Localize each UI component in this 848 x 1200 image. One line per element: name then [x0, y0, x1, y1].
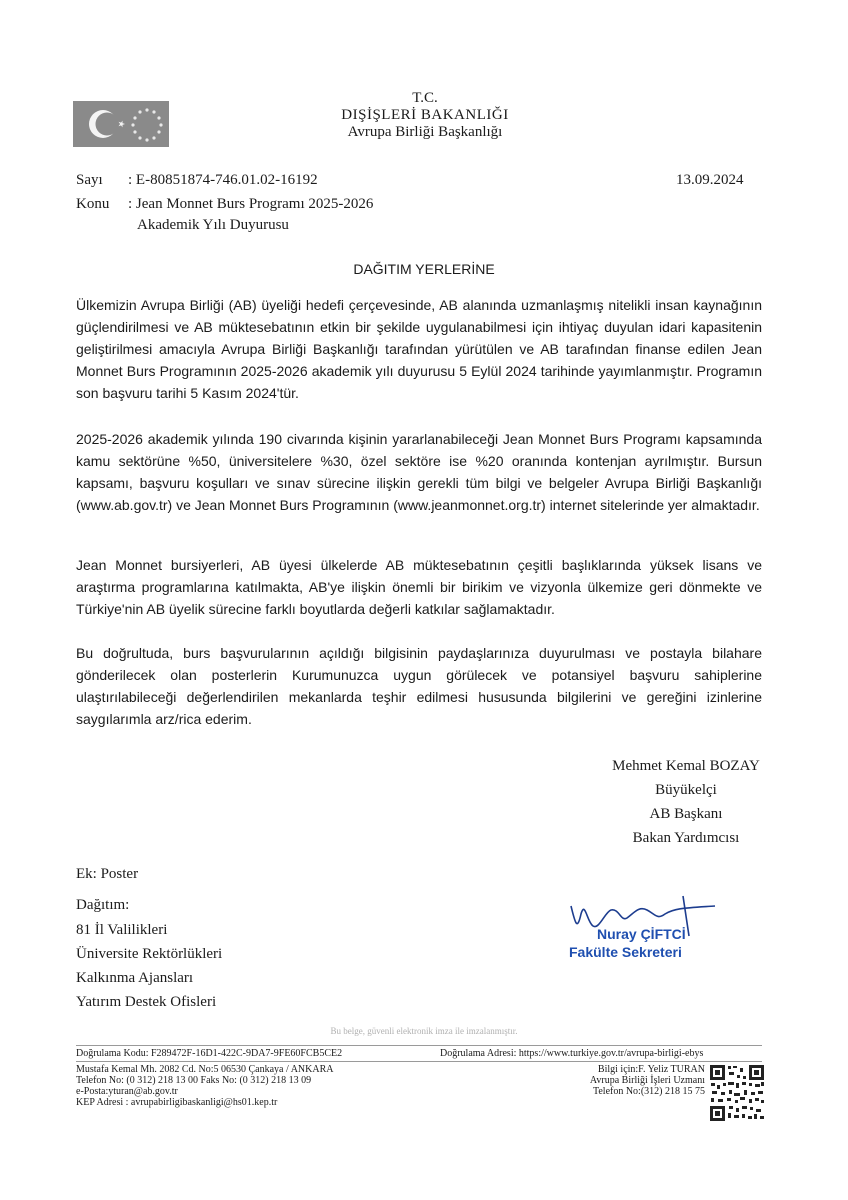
konu-value-1: : Jean Monnet Burs Programı 2025-2026	[128, 196, 374, 212]
signatory-title-2: AB Başkanı	[649, 806, 723, 822]
phone-line: Telefon No: (0 312) 218 13 00 Faks No: (0 312) 218 13 09	[76, 1075, 312, 1086]
address-line: Mustafa Kemal Mh. 2082 Cd. No:5 06530 Çankaya / ANKARA	[76, 1064, 334, 1075]
info-contact: Bilgi için:F. Yeliz TURAN	[597, 1064, 705, 1075]
list-item: 81 İl Valilikleri	[76, 922, 168, 938]
list-item: Kalkınma Ajansları	[76, 970, 194, 986]
info-title: Avrupa Birliği İşleri Uzmanı	[589, 1075, 705, 1086]
footer-divider-2	[76, 1061, 762, 1062]
document-date: 13.09.2024	[676, 172, 744, 188]
email-line: e-Posta:yturan@ab.gov.tr	[76, 1086, 178, 1097]
distribution-list	[76, 918, 222, 1014]
verification-address: Doğrulama Adresi: https://www.turkiye.gov.tr/avrupa-birligi-ebys	[440, 1048, 704, 1059]
signatory-name: Mehmet Kemal BOZAY	[612, 758, 760, 774]
body-paragraph-3	[76, 554, 762, 620]
paragraph-text: Jean Monnet bursiyerleri, AB üyesi ülkelerde AB müktesebatının çeşitli başlıklarında yüksek lisans ve araştırma programlarına katılmakta, AB'ye ilişkin önemli bir birikim ve vizyonla ülkemize geri dönmekte ve Türkiye'nin AB üyelik sürecine farklı boyutlarda değerli katkılar sağlamaktadır.	[76, 557, 762, 617]
paragraph-text: Ülkemizin Avrupa Birliği (AB) üyeliği hedefi çerçevesinde, AB alanında uzmanlaşmış nitelikli insan kaynağının güçlendirilmesi ve AB müktesebatının etkin bir şekilde uygulanabilmesi için ihtiyaç duyulan idari kapasitenin geliştirilmesi amacıyla Avrupa Birliği Başkanlığı tarafından yürütülen ve AB tarafından finanse edilen Jean Monnet Burs Programının 2025-2026 akademik yılı duyurusu 5 Eylül 2024 tarihinde yayımlanmıştır. Programın son başvuru tarihi 5 Kasım 2024'tür.	[76, 297, 762, 401]
list-item: Yatırım Destek Ofisleri	[76, 994, 217, 1010]
letterhead	[330, 90, 520, 141]
distribution-label: Dağıtım:	[76, 897, 130, 913]
official-stamp	[569, 925, 686, 961]
body-paragraph-4	[76, 642, 762, 730]
qr-code-icon	[709, 1064, 765, 1122]
crescent-star-icon	[73, 101, 169, 147]
paragraph-text: Bu doğrultuda, burs başvurularının açıldığı bilgisinin paydaşlarınıza duyurulması ve postayla bilahare gönderilecek olan posterlerin Kurumunuzca uygun görülecek ve potansiyel başvuru sahiplerine ulaştırılabileceği değerlendirilen mekanlarda teşhir edilmesi hususunda bilgilerini ve gereğini izinlerine saygılarımla arz/rica ederim.	[76, 645, 762, 727]
qr-code	[709, 1064, 765, 1122]
konu-label: Konu	[76, 196, 110, 212]
stamp-role: Fakülte Sekreteri	[569, 944, 682, 960]
signatory-title-3: Bakan Yardımcısı	[632, 830, 740, 846]
konu-value-2: Akademik Yılı Duyurusu	[137, 217, 289, 233]
contact-right	[500, 1064, 705, 1097]
verification-code: Doğrulama Kodu: F289472F-16D1-422C-9DA7-9FE60FCB5CE2	[76, 1048, 343, 1059]
footer-divider	[76, 1045, 762, 1046]
paragraph-text: 2025-2026 akademik yılında 190 civarında kişinin yararlanabileceği Jean Monnet Burs Programı kapsamında kamu sektörüne %50, üniversitelere %30, özel sektöre ise %20 oranında kontenjan ayrılmıştır. Bursun kapsamı, başvuru koşulları ve sınav sürecine ilişkin gerekli tüm bilgi ve belgeler Avrupa Birliği Başkanlığı (www.ab.gov.tr) ve Jean Monnet Burs Programının (www.jeanmonnet.org.tr) internet sitelerinde yer almaktadır.	[76, 431, 762, 513]
contact-left	[76, 1064, 476, 1108]
body-paragraph-1	[76, 294, 762, 404]
signature-block	[598, 754, 774, 850]
signatory-title-1: Büyükelçi	[655, 782, 717, 798]
list-item: Üniversite Rektörlükleri	[76, 946, 223, 962]
sayi-label: Sayı	[76, 172, 103, 188]
sayi-value: : E-80851874-746.01.02-16192	[128, 172, 318, 188]
kep-line: KEP Adresi : avrupabirligibaskanligi@hs01.kep.tr	[76, 1097, 278, 1108]
esign-notice: Bu belge, güvenli elektronik imza ile imzalanmıştır.	[330, 1026, 518, 1036]
annex-poster: Ek: Poster	[76, 866, 139, 882]
header-tc: T.C.	[412, 90, 438, 106]
turkey-eu-flag	[73, 101, 169, 147]
header-directorate: Avrupa Birliği Başkanlığı	[347, 124, 503, 140]
header-ministry: DIŞİŞLERİ BAKANLIĞI	[341, 107, 509, 123]
info-phone: Telefon No:(312) 218 15 75	[592, 1086, 705, 1097]
body-paragraph-2	[76, 428, 762, 516]
stamp-name: Nuray ÇİFTCİ	[597, 926, 686, 942]
recipient-heading: DAĞITIM YERLERİNE	[353, 261, 495, 277]
